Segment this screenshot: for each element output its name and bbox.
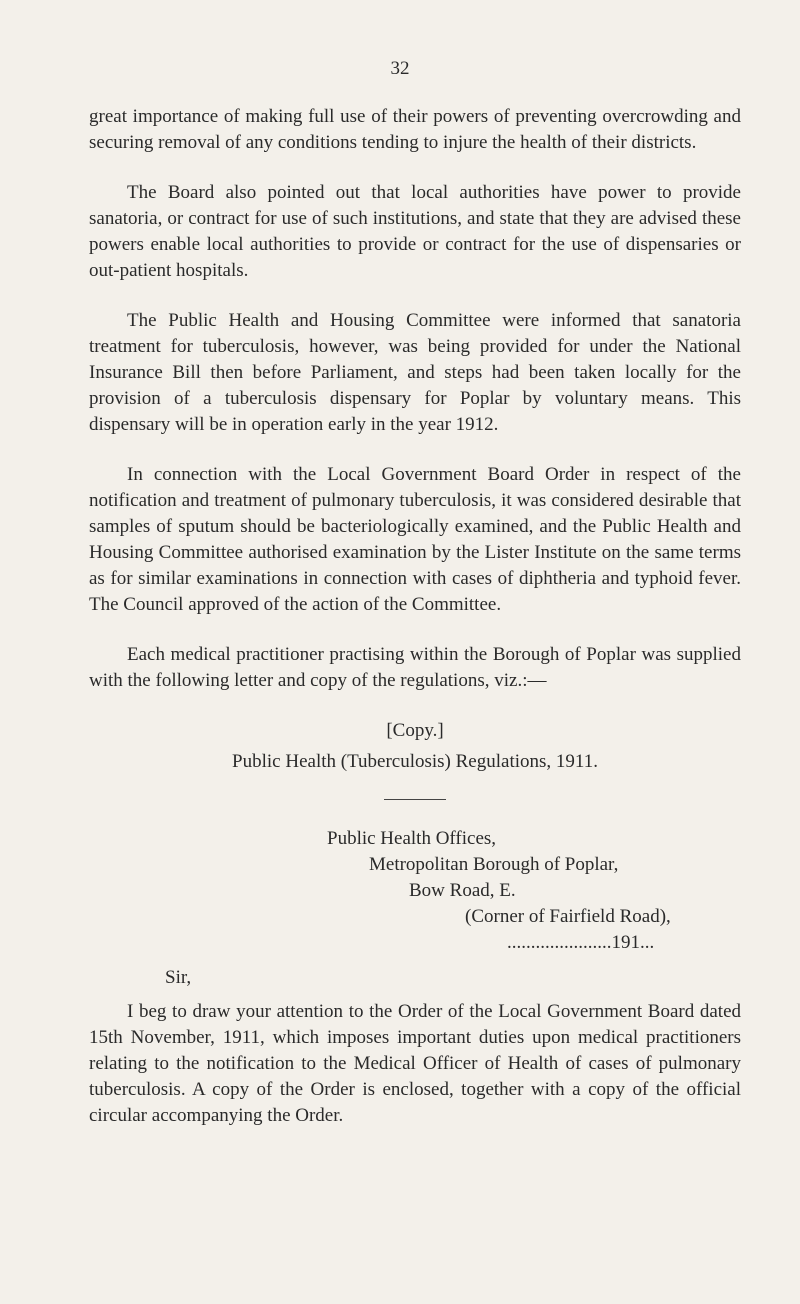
address-line-offices: Public Health Offices, bbox=[327, 828, 497, 849]
paragraph-sanatoria: The Public Health and Housing Committee were informed that sanatoria treatment for tuberculosis, however, was being provided for under the National Insurance Bill then before Parliament, and steps had been taken locally for the provision of a tuberculosis dispensary for Poplar by voluntary means. This dispensary will be in operation early in the year 1912. bbox=[89, 310, 741, 435]
address-line-corner: (Corner of Fairfield Road), bbox=[465, 906, 671, 927]
letter-paragraph: I beg to draw your attention to the Order of the Local Government Board dated 15th November, 1911, which imposes important duties upon medical practitioners relating to the notification to the Medical Officer of Health of cases of pulmonary tuberculosis. A copy of the Order is enclosed, together with a copy of the official circular accompanying the Order. bbox=[89, 1001, 741, 1126]
paragraph-sputum-examination: In connection with the Local Government Board Order in respect of the notification and treatment of pulmonary tuberculosis, it was considered desirable that samples of sputum should be bacteriologically examined, and the Public Health and Housing Committee authorised examination by the Lister Institute on the same terms as for similar examinations in connection with cases of diphtheria and typhoid fever. The Council approved of the action of the Committee. bbox=[89, 464, 741, 615]
address-line-road: Bow Road, E. bbox=[409, 880, 516, 901]
letter-salutation: Sir, bbox=[165, 967, 192, 988]
body-text bbox=[89, 104, 741, 1153]
paragraph-board-powers: The Board also pointed out that local authorities have power to provide sanatoria, or contract for use of such institutions, and state that they are advised these powers enable local authorities to provide or contract for the use of dispensaries or out-patient hospitals. bbox=[89, 182, 741, 281]
regulations-title: Public Health (Tuberculosis) Regulations, 1911. bbox=[232, 751, 598, 772]
paragraph-continuation: great importance of making full use of their powers of preventing overcrowding and securing removal of any conditions tending to injure the health of their districts. bbox=[89, 106, 741, 153]
letter-address bbox=[89, 826, 741, 956]
address-line-borough: Metropolitan Borough of Poplar, bbox=[369, 854, 619, 875]
copy-label: [Copy.] bbox=[386, 720, 444, 741]
page-number: 32 bbox=[390, 58, 410, 79]
paragraph-practitioners-letter: Each medical practitioner practising within the Borough of Poplar was supplied with the following letter and copy of the regulations, viz.:— bbox=[89, 644, 741, 691]
address-date-line: ......................191... bbox=[507, 932, 655, 953]
section-divider bbox=[384, 799, 446, 800]
